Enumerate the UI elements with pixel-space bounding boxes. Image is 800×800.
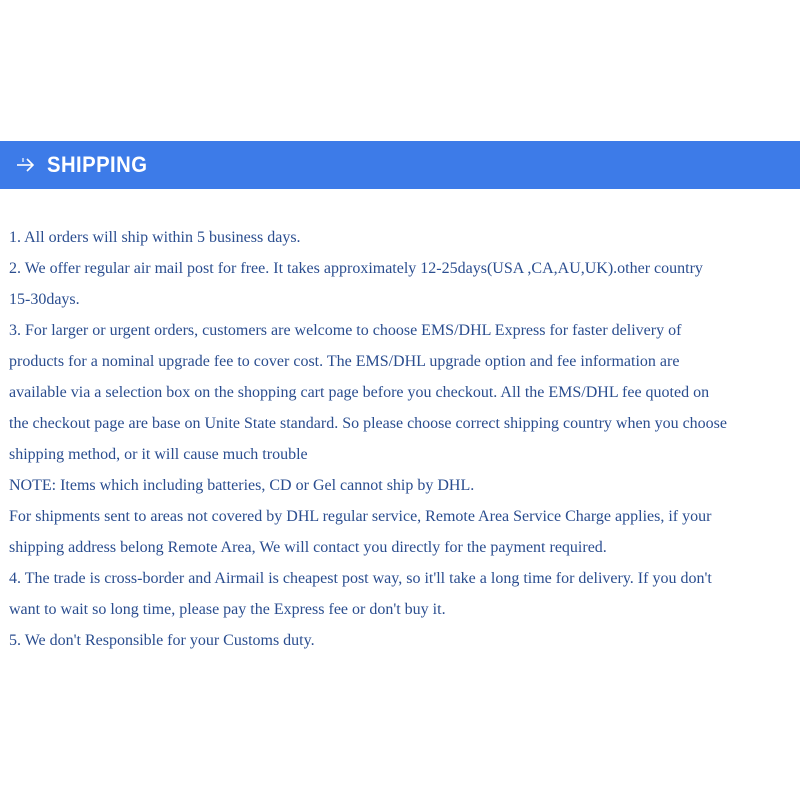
note-line: NOTE: Items which including batteries, CD or Gel cannot ship by DHL. bbox=[9, 477, 475, 494]
policy-line: 1. All orders will ship within 5 business days. bbox=[9, 229, 301, 246]
shipping-policy-text bbox=[9, 222, 800, 656]
policy-line: the checkout page are base on Unite State standard. So please choose correct shipping country when you choose bbox=[9, 415, 727, 432]
policy-line: available via a selection box on the shopping cart page before you checkout. All the EMS/DHL fee quoted on bbox=[9, 384, 710, 401]
shipping-banner bbox=[0, 141, 800, 189]
policy-line: shipping method, or it will cause much trouble bbox=[9, 446, 308, 463]
policy-line: 15-30days. bbox=[9, 291, 80, 308]
policy-line: 5. We don't Responsible for your Customs duty. bbox=[9, 632, 315, 649]
arrow-right-icon bbox=[15, 155, 37, 175]
policy-line: want to wait so long time, please pay the Express fee or don't buy it. bbox=[9, 601, 446, 618]
policy-line: 3. For larger or urgent orders, customers are welcome to choose EMS/DHL Express for faster delivery of bbox=[9, 322, 682, 339]
policy-line: 4. The trade is cross-border and Airmail is cheapest post way, so it'll take a long time for delivery. If you don't bbox=[9, 570, 712, 587]
policy-line: For shipments sent to areas not covered by DHL regular service, Remote Area Service Charge applies, if your bbox=[9, 508, 712, 525]
policy-line: 2. We offer regular air mail post for free. It takes approximately 12-25days(USA ,CA,AU,UK).other country bbox=[9, 260, 703, 277]
banner-title: SHIPPING bbox=[47, 152, 148, 177]
policy-line: shipping address belong Remote Area, We will contact you directly for the payment required. bbox=[9, 539, 607, 556]
policy-line: products for a nominal upgrade fee to cover cost. The EMS/DHL upgrade option and fee information are bbox=[9, 353, 680, 370]
